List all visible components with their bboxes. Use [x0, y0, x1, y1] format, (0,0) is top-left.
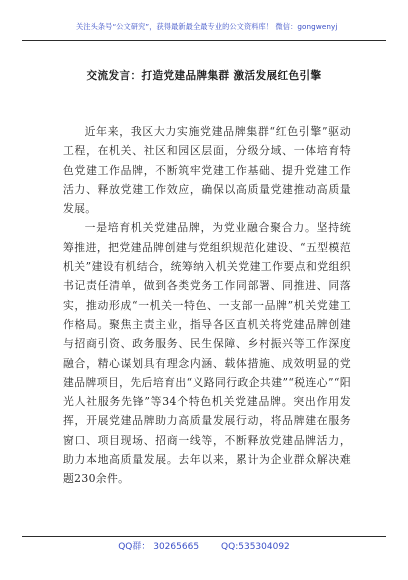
header-notice: 关注头条号“公文研究”，获得最新最全最专业的公文资料库！ 微信：gongwenyj — [76, 22, 338, 31]
footer-divider — [22, 536, 386, 537]
document-body — [63, 122, 351, 489]
header-divider — [22, 40, 386, 41]
body-paragraph: 一是培育机关党建品牌，为党业融合聚合力。坚持统筹推进，把党建品牌创建与党组织规范化建设、“五型模范机关”建设有机结合，统筹纳入机关党建工作要点和党组织书记责任清单，做到各类党务工作同部署、同推进、同落实，推动形成“一机关一特色、一支部一品牌”机关党建工作格局。聚焦主责主业，指导各区直机关将党建品牌创建与招商引资、政务服务、民生保障、乡村振兴等工作深度融合，精心谋划具有理念内涵、载体措施、成效明显的党建品牌项目，先后培育出“义路同行政企共建”“税连心”“阳光人社服务先锋”等34个特色机关党建品牌。突出作用发挥，开展党建品牌助力高质量发展行动，将品牌建在服务窗口、项目现场、招商一线等，不断释放党建品牌活力，助力本地高质量发展。去年以来，累计为企业群众解决难题230余件。 — [63, 221, 351, 486]
footer-contact — [0, 539, 408, 552]
footer-qq-group: QQ群： 30265665 — [118, 542, 200, 552]
footer-qq: QQ:535304092 — [221, 542, 290, 552]
document-title: 交流发言：打造党建品牌集群 激活发展红色引擎 — [86, 70, 322, 82]
body-paragraph: 近年来，我区大力实施党建品牌集群“红色引擎”驱动工程，在机关、社区和园区层面，分级分域、一体培育特色党建工作品牌，不断筑牢党建工作基础、提升党建工作活力、释放党建工作效应，确保以高质量党建推动高质量发展。 — [63, 125, 351, 216]
